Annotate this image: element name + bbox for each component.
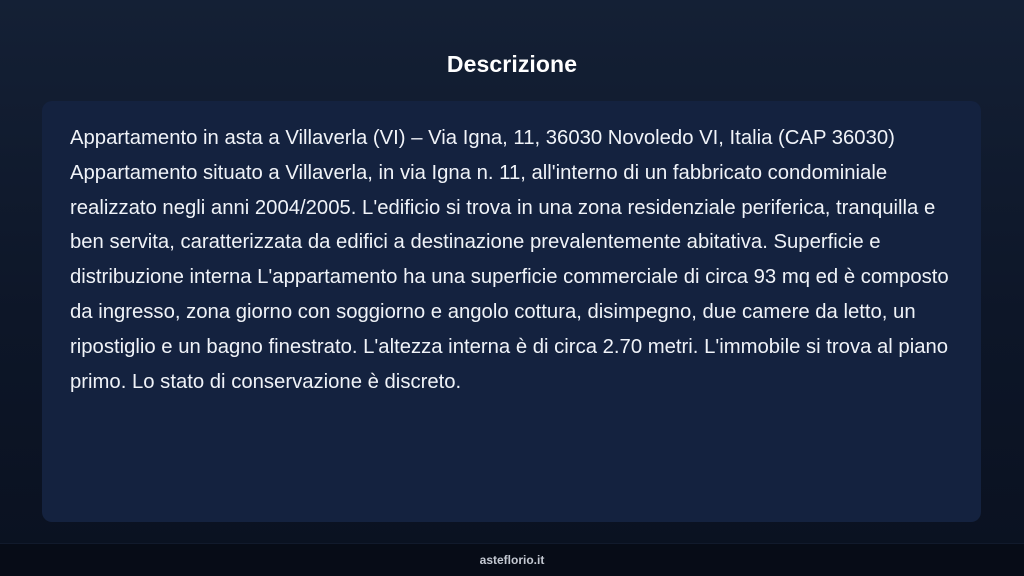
footer-site-name: asteflorio.it — [479, 553, 545, 567]
description-text: Appartamento in asta a Villaverla (VI) – Via Igna, 11, 36030 Novoledo VI, Italia (CAP 36030) Appartamento situato a Villaverla, in via Igna n. 11, all'interno di un fabbricato condominiale realizzato negli anni 2004/2005. L'edificio si trova in una zona residenziale periferica, tranquilla e ben servita, caratterizzata da edifici a destinazione prevalentemente abitativa. Superficie e distribuzione interna L'appartamento ha una superficie commerciale di circa 93 mq ed è composto da ingresso, zona giorno con soggiorno e angolo cottura, disimpegno, due camere da letto, un ripostiglio e un bagno finestrato. L'altezza interna è di circa 2.70 metri. L'immobile si trova al piano primo. Lo stato di conservazione è discreto. — [70, 127, 949, 393]
footer-bar — [0, 543, 1024, 576]
description-card — [42, 101, 981, 522]
page-title: Descrizione — [446, 51, 578, 77]
